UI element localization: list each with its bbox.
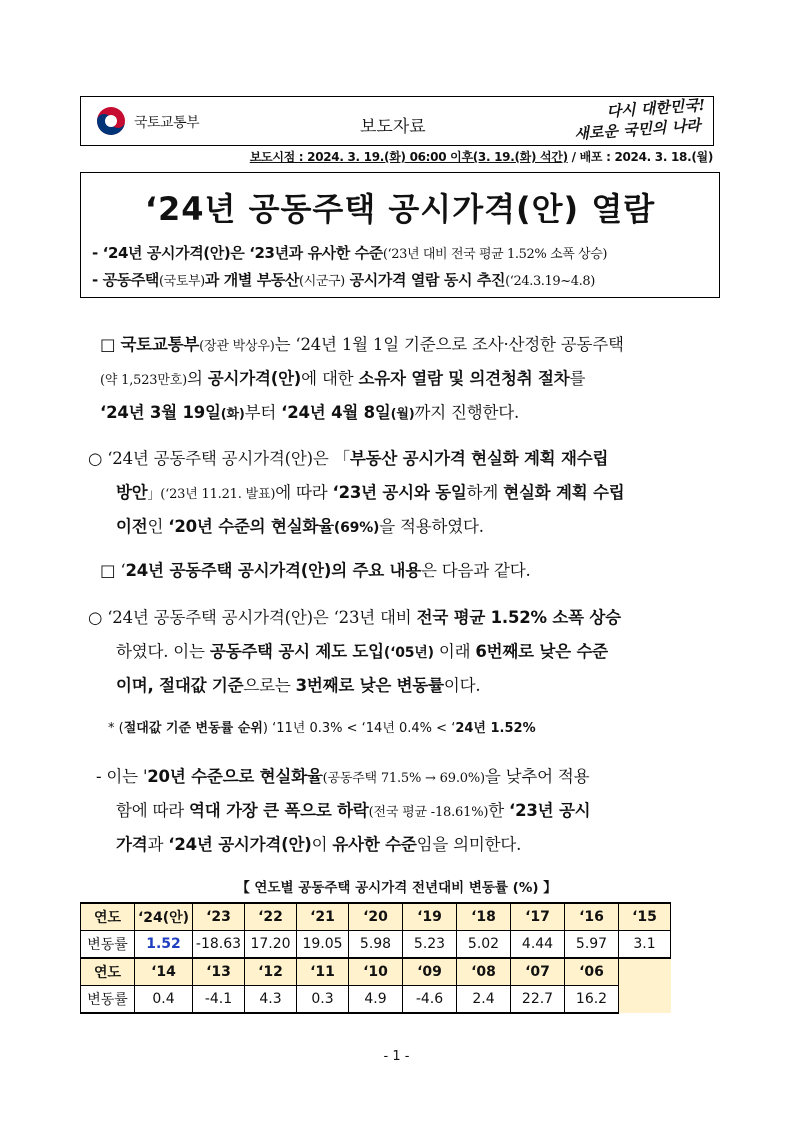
- paragraph-3: [100, 554, 531, 588]
- press-release-label: 보도자료: [360, 117, 426, 137]
- subtitle-2-part: 공시가격 열람 동시 추진: [344, 271, 506, 289]
- text: - 이는 ': [96, 767, 148, 786]
- text: 공시가격(안): [207, 369, 302, 388]
- text: 를: [569, 369, 586, 388]
- rate-label: 변동률: [81, 986, 135, 1014]
- text: 이며, 절대값 기준: [116, 676, 244, 695]
- text: 에 대한: [301, 369, 359, 388]
- text: 부동산 공시가격 현실화 계획 재수립: [349, 449, 609, 468]
- text: □ ‘: [100, 561, 126, 580]
- subtitle-2-part: (‘24.3.19~4.8): [505, 274, 595, 289]
- government-logo-icon: [96, 106, 126, 136]
- text: 24년 공동주택 공시가격(안)의 주요 내용: [125, 561, 421, 580]
- paragraph-5-line-2: [116, 794, 590, 830]
- rate-cell: 5.23: [403, 931, 457, 959]
- rate-cell: 0.4: [135, 986, 193, 1014]
- rate-cell: 5.97: [565, 931, 619, 959]
- paragraph-4-line-2: [116, 635, 608, 670]
- rate-cell: 0.3: [297, 986, 349, 1014]
- text: 현실화 계획 수립: [503, 483, 625, 502]
- text: 과: [147, 835, 169, 854]
- subtitle-2-part: (시군구): [299, 274, 345, 289]
- text: 이전: [116, 517, 148, 536]
- text: 은 다음과 같다.: [421, 561, 531, 580]
- subtitle-2-part: - 공동주택: [92, 271, 160, 289]
- year-cell: ‘08: [457, 958, 511, 986]
- rate-cell: 5.02: [457, 931, 511, 959]
- text: 공동주택 공시 제도 도입: [209, 642, 384, 661]
- paragraph-2-line-3: [116, 510, 484, 545]
- subtitle-1: [92, 242, 607, 263]
- text: 20년 수준으로 현실화율: [147, 767, 323, 786]
- text: (공동주택 71.5% → 69.0%): [322, 771, 485, 786]
- text: (월): [390, 407, 415, 422]
- year-cell: ‘10: [349, 958, 403, 986]
- text: ○ ‘24년 공동주택 공시가격(안)은 ‘23년 대비: [88, 608, 417, 627]
- text: 」(‘23년 11.21. 발표): [147, 487, 276, 502]
- text: ‘23년 공시: [509, 801, 591, 820]
- rate-cell: 22.7: [511, 986, 565, 1014]
- text: 6번째로 낮은 수준: [475, 642, 608, 661]
- release-time: 보도시점 : 2024. 3. 19.(화) 06:00 이후(3. 19.(화) 석간): [249, 150, 568, 164]
- year-cell: ‘22: [245, 903, 297, 931]
- year-cell: ‘12: [245, 958, 297, 986]
- paragraph-1-line-2: [100, 362, 585, 398]
- text: 까지 진행한다.: [414, 403, 520, 422]
- text: (화): [220, 407, 245, 422]
- text: ‘24년 3월 19일: [100, 403, 221, 422]
- text: □: [100, 335, 121, 354]
- table-row-years-2: [81, 958, 671, 986]
- text: 부터: [244, 403, 282, 422]
- text: 의: [186, 369, 208, 388]
- rate-label: 변동률: [81, 931, 135, 959]
- slogan-line-2: 새로운 국민의 나라: [573, 116, 702, 143]
- year-cell: ‘15: [619, 903, 671, 931]
- text: 가격: [116, 835, 148, 854]
- text: 하였다. 이는: [116, 642, 210, 661]
- text: 24년 1.52%: [455, 721, 536, 736]
- rate-cell: 4.44: [511, 931, 565, 959]
- text: 전국 평균 1.52% 소폭 상승: [416, 608, 621, 627]
- rate-cell: 1.52: [135, 931, 193, 959]
- paragraph-2-line-2: [116, 476, 624, 512]
- text: ‘24년 4월 8일: [281, 403, 391, 422]
- text: 하게: [466, 483, 504, 502]
- text: (69%): [333, 520, 380, 536]
- year-cell: ‘09: [403, 958, 457, 986]
- year-cell: ‘23: [193, 903, 245, 931]
- text: 방안: [116, 483, 148, 502]
- rate-cell: -18.63: [193, 931, 245, 959]
- text: 한: [488, 801, 510, 820]
- subtitle-1-main: - ‘24년 공시가격(안)은 ‘23년과 유사한 수준: [92, 244, 383, 262]
- footnote: [108, 717, 536, 736]
- text: 이: [311, 835, 333, 854]
- year-cell: ‘17: [511, 903, 565, 931]
- year-cell: ‘11: [297, 958, 349, 986]
- document-title: ‘24년 공동주택 공시가격(안) 열람: [144, 190, 656, 228]
- text: ○ ‘24년 공동주택 공시가격(안)은 「: [88, 449, 350, 468]
- text: ‘23년 공시와 동일: [332, 483, 467, 502]
- ministry-name: 국토교통부: [134, 115, 200, 131]
- rate-cell: 16.2: [565, 986, 619, 1014]
- distribution-date: / 배포 : 2024. 3. 18.(월): [567, 150, 713, 164]
- text: 이다.: [443, 676, 481, 695]
- text: 소유자 열람 및 의견청취 절차: [358, 369, 570, 388]
- rate-cell: 5.98: [349, 931, 403, 959]
- text: 이래: [433, 642, 476, 661]
- slogan-line-1: 다시 대한민국!: [605, 95, 706, 121]
- text: * (: [108, 721, 124, 736]
- text: 유사한 수준: [332, 835, 417, 854]
- text: 에 따라: [275, 483, 333, 502]
- rate-cell: 2.4: [457, 986, 511, 1014]
- year-cell: ‘16: [565, 903, 619, 931]
- text: 함에 따라: [116, 801, 190, 820]
- year-cell: ‘18: [457, 903, 511, 931]
- year-cell: ‘14: [135, 958, 193, 986]
- text: (장관 박상우): [199, 339, 275, 354]
- year-cell: ‘24(안): [135, 903, 193, 931]
- subtitle-2-part: (국토부): [159, 274, 205, 289]
- paragraph-4-line-3: [116, 669, 480, 703]
- rate-cell: 4.9: [349, 986, 403, 1014]
- rate-cell: -4.1: [193, 986, 245, 1014]
- paragraph-2-line-1: [88, 442, 608, 476]
- year-cell: ‘20: [349, 903, 403, 931]
- subtitle-1-note: (‘23년 대비 전국 평균 1.52% 소폭 상승): [382, 247, 608, 262]
- rate-cell: 19.05: [297, 931, 349, 959]
- year-label: 연도: [81, 903, 135, 931]
- text: (약 1,523만호): [100, 373, 187, 388]
- year-label: 연도: [81, 958, 135, 986]
- rate-cell: 17.20: [245, 931, 297, 959]
- paragraph-1-line-1: [100, 328, 624, 364]
- paragraph-5-line-3: [116, 828, 521, 862]
- text: 역대 가장 큰 폭으로 하락: [189, 801, 369, 820]
- rate-cell: 4.3: [245, 986, 297, 1014]
- subtitle-2: [92, 269, 595, 290]
- release-info: [250, 148, 713, 165]
- text: 3번째로 낮은 변동률: [295, 676, 444, 695]
- table-row-rates-1: [81, 931, 671, 959]
- page-number: - 1 -: [383, 1049, 410, 1064]
- year-cell: ‘19: [403, 903, 457, 931]
- year-cell: ‘07: [511, 958, 565, 986]
- empty-cell: [619, 958, 671, 1013]
- text: 절대값 기준 변동률 순위: [123, 721, 263, 736]
- text: 으로는: [243, 676, 296, 695]
- text: 을 낮추어 적용: [484, 767, 590, 786]
- text: 인: [147, 517, 169, 536]
- text: 는 ‘24년 1월 1일 기준으로 조사·산정한 공동주택: [274, 335, 624, 354]
- rate-table: [80, 902, 671, 1014]
- text: ) ‘11년 0.3% < ‘14년 0.4% < ‘: [262, 721, 456, 736]
- text: 국토교통부: [120, 335, 200, 354]
- table-row-years-1: [81, 903, 671, 931]
- text: ‘24년 공시가격(안): [168, 835, 312, 854]
- year-cell: ‘06: [565, 958, 619, 986]
- text: 을 적용하였다.: [379, 517, 484, 536]
- text: 임을 의미한다.: [416, 835, 522, 854]
- rate-cell: 3.1: [619, 931, 671, 959]
- year-cell: ‘21: [297, 903, 349, 931]
- subtitle-2-part: 과 개별 부동산: [204, 271, 300, 289]
- paragraph-4-line-1: [88, 601, 621, 635]
- year-cell: ‘13: [193, 958, 245, 986]
- text: ‘20년 수준의 현실화율: [168, 517, 334, 536]
- text: (전국 평균 -18.61%): [368, 805, 489, 820]
- paragraph-5-line-1: [96, 760, 589, 796]
- paragraph-1-line-3: [100, 396, 519, 432]
- table-row-rates-2: [81, 986, 671, 1014]
- table-title: 【 연도별 공동주택 공시가격 전년대비 변동률 (%) 】: [236, 880, 557, 896]
- rate-cell: -4.6: [403, 986, 457, 1014]
- text: (‘05년): [383, 645, 434, 661]
